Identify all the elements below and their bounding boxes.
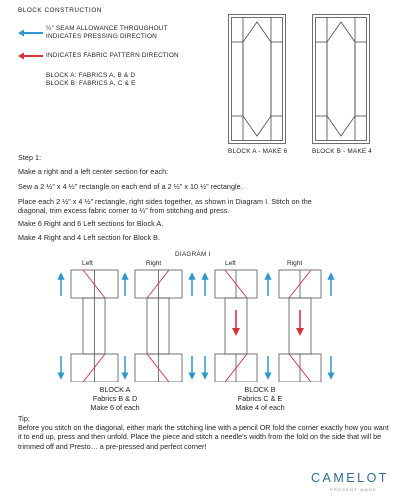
block-b-illustration bbox=[312, 14, 372, 144]
legend-pressing-text: ¼” SEAM ALLOWANCE THROUGHOUT INDICATES PRESSING DIRECTION bbox=[46, 25, 168, 40]
tip-text: Before you stitch on the diagonal, either mark the stitching line with a pencil OR fold the corner exactly how you want it to end up, press and then unfold. Place the piece and stitch a needle’s width from the fold on the side that will be trimmed off and Presto… a pre-pressed and perfect corner! bbox=[18, 423, 389, 451]
block-a-illustration bbox=[228, 14, 288, 144]
step-line-3: Place each 2 ½” x 4 ½” rectangle, right sides together, as shown in Diagram I. Stitch on the bbox=[18, 197, 312, 206]
step-line-4: diagonal, trim excess fabric corner to ¼” from stitching and press. bbox=[18, 206, 230, 215]
diagram-caption-a: BLOCK A Fabrics B & D Make 6 of each bbox=[90, 385, 140, 412]
brand-logo: CAMELOT bbox=[311, 471, 389, 485]
diagram-caption-b: BLOCK B Fabrics C & E Make 4 of each bbox=[235, 385, 285, 412]
page-title: BLOCK CONSTRUCTION bbox=[18, 7, 102, 14]
diagram-label-b-right: Right bbox=[287, 260, 303, 267]
step-line-1: Make a right and a left center section for each: bbox=[18, 167, 169, 176]
step-line-6: Make 4 Right and 4 Left section for Block B. bbox=[18, 233, 161, 242]
block-b-fabrics: BLOCK B: FABRICS A, C & E bbox=[46, 80, 136, 87]
diagram-label-a-left: Left bbox=[82, 260, 93, 267]
brand-tagline: PRESENT MADE bbox=[330, 487, 378, 492]
legend-pattern-text: INDICATES FABRIC PATTERN DIRECTION bbox=[46, 52, 179, 59]
step-line-2: Sew a 2 ½” x 4 ½” rectangle on each end of a 2 ½” x 10 ½” rectangle. bbox=[18, 182, 243, 191]
tip-heading: Tip: bbox=[18, 414, 30, 423]
block-b-caption: BLOCK B - MAKE 4 bbox=[312, 148, 373, 155]
pattern-arrow-icon bbox=[18, 52, 44, 60]
step-line-5: Make 6 Right and 6 Left sections for Block A. bbox=[18, 219, 164, 228]
diagram-i bbox=[55, 266, 345, 382]
diagram-label-b-left: Left bbox=[225, 260, 236, 267]
diagram-title: DIAGRAM I bbox=[175, 251, 211, 258]
pressing-arrow-icon bbox=[18, 29, 44, 37]
diagram-label-a-right: Right bbox=[146, 260, 162, 267]
step-heading: Step 1: bbox=[18, 153, 42, 162]
block-a-caption: BLOCK A - MAKE 6 bbox=[228, 148, 288, 155]
block-a-fabrics: BLOCK A: FABRICS A, B & D bbox=[46, 72, 136, 79]
